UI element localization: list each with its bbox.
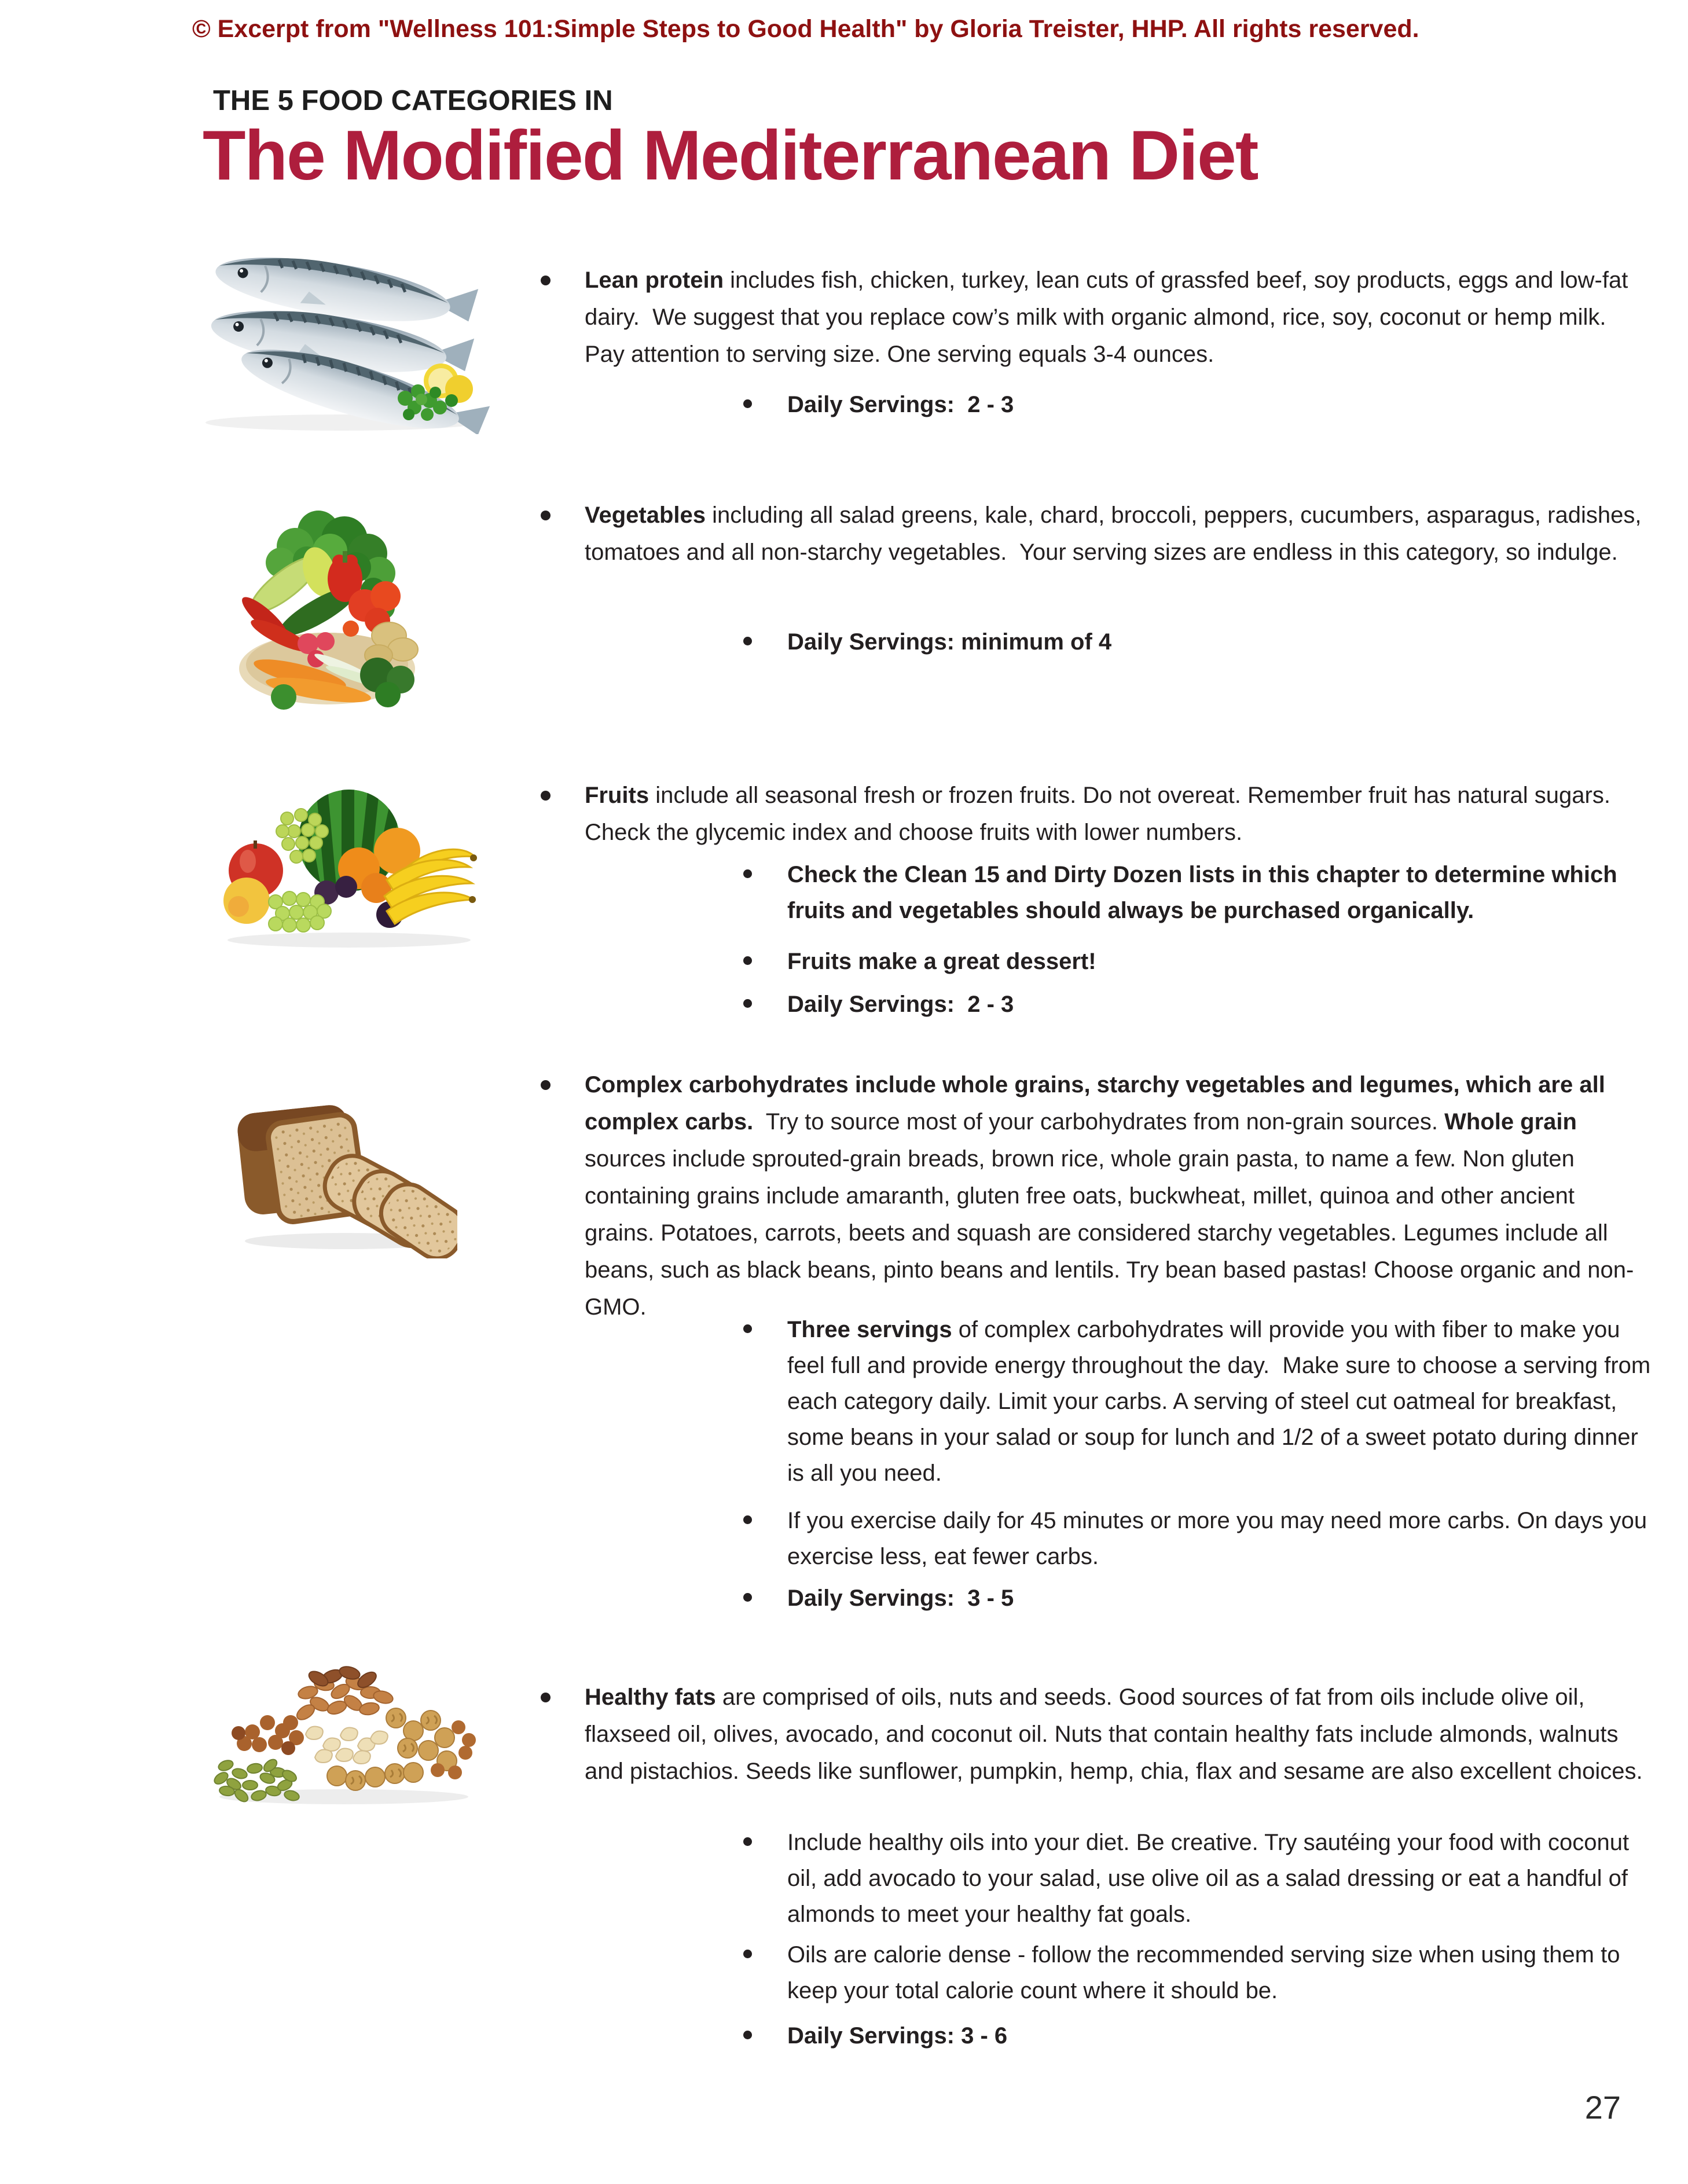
- paragraph-lean-protein: Lean protein includes fish, chicken, turkey, lean cuts of grassfed beef, soy products, eggs and low-fat dairy. We suggest that you replace cow’s milk with organic almond, rice, soy, coconut or hemp milk. Pay attention to serving size. One serving equals 3-4 ounces.: [533, 262, 1650, 373]
- fish-photo: [168, 243, 509, 434]
- daily-servings-vegetables: Daily Servings: minimum of 4: [734, 624, 1660, 660]
- copyright-line: © Excerpt from "Wellness 101:Simple Steps to Good Health" by Gloria Treister, HHP. All rights reserved.: [192, 15, 1419, 43]
- note-healthy-oils: Include healthy oils into your diet. Be creative. Try sautéing your food with coconut oil, add avocado to your salad, use olive oil as a salad dressing or eat a handful of almonds to meet your healthy fat goals.: [734, 1825, 1660, 1932]
- paragraph-vegetables: Vegetables including all salad greens, kale, chard, broccoli, peppers, cucumbers, asparagus, radishes, tomatoes and all non-starchy vegetables. Your serving sizes are endless in this category, so indulge.: [533, 497, 1650, 571]
- page-title: The Modified Mediterranean Diet: [203, 116, 1258, 194]
- section-kicker: THE 5 FOOD CATEGORIES IN: [213, 85, 613, 116]
- fruits-photo: [213, 783, 480, 952]
- daily-servings-complex-carbohydrates: Daily Servings: 3 - 5: [734, 1580, 1660, 1616]
- page-number: 27: [1584, 2089, 1621, 2126]
- note-three-servings: Three servings of complex carbohydrates will provide you with fiber to make you feel full and provide energy throughout the day. Make sure to choose a serving from each category daily. Limit your carbs. A serving of steel cut oatmeal for breakfast, some beans in your salad or soup for lunch and 1/2 of a sweet potato during dinner is all you need.: [734, 1312, 1660, 1491]
- note-clean15-dirty-dozen: Check the Clean 15 and Dirty Dozen lists in this chapter to determine which fruits and vegetables should always be purchased organically.: [734, 857, 1660, 928]
- paragraph-complex-carbohydrates: Complex carbohydrates include whole grains, starchy vegetables and legumes, which are all complex carbs. Try to source most of your carbohydrates from non-grain sources. Whole grain sources include sprouted-grain breads, brown rice, whole grain pasta, to name a few. Non gluten containing grains include amaranth, gluten free oats, buckwheat, millet, quinoa and other ancient grains. Potatoes, carrots, beets and squash are considered starchy vegetables. Legumes include all beans, such as black beans, pinto beans and lentils. Try bean based pastas! Choose organic and non-GMO.: [533, 1066, 1650, 1326]
- note-exercise-carbs: If you exercise daily for 45 minutes or more you may need more carbs. On days you exercise less, eat fewer carbs.: [734, 1503, 1660, 1574]
- bread-photo: [230, 1089, 457, 1258]
- nuts-photo: [204, 1662, 484, 1808]
- note-oils-calorie-dense: Oils are calorie dense - follow the recommended serving size when using them to keep your total calorie count where it should be.: [734, 1937, 1660, 2009]
- paragraph-fruits: Fruits include all seasonal fresh or frozen fruits. Do not overeat. Remember fruit has natural sugars. Check the glycemic index and choose fruits with lower numbers.: [533, 777, 1650, 851]
- daily-servings-lean-protein: Daily Servings: 2 - 3: [734, 387, 1660, 423]
- vegetables-photo: [232, 498, 423, 717]
- daily-servings-fruits: Daily Servings: 2 - 3: [734, 986, 1660, 1022]
- daily-servings-healthy-fats: Daily Servings: 3 - 6: [734, 2018, 1660, 2054]
- paragraph-healthy-fats: Healthy fats are comprised of oils, nuts and seeds. Good sources of fat from oils include olive oil, flaxseed oil, olives, avocado, and coconut oil. Nuts that contain healthy fats include almonds, walnuts and pistachios. Seeds like sunflower, pumpkin, hemp, chia, flax and sesame are also excellent choices.: [533, 1679, 1650, 1790]
- note-fruits-dessert: Fruits make a great dessert!: [734, 944, 1660, 979]
